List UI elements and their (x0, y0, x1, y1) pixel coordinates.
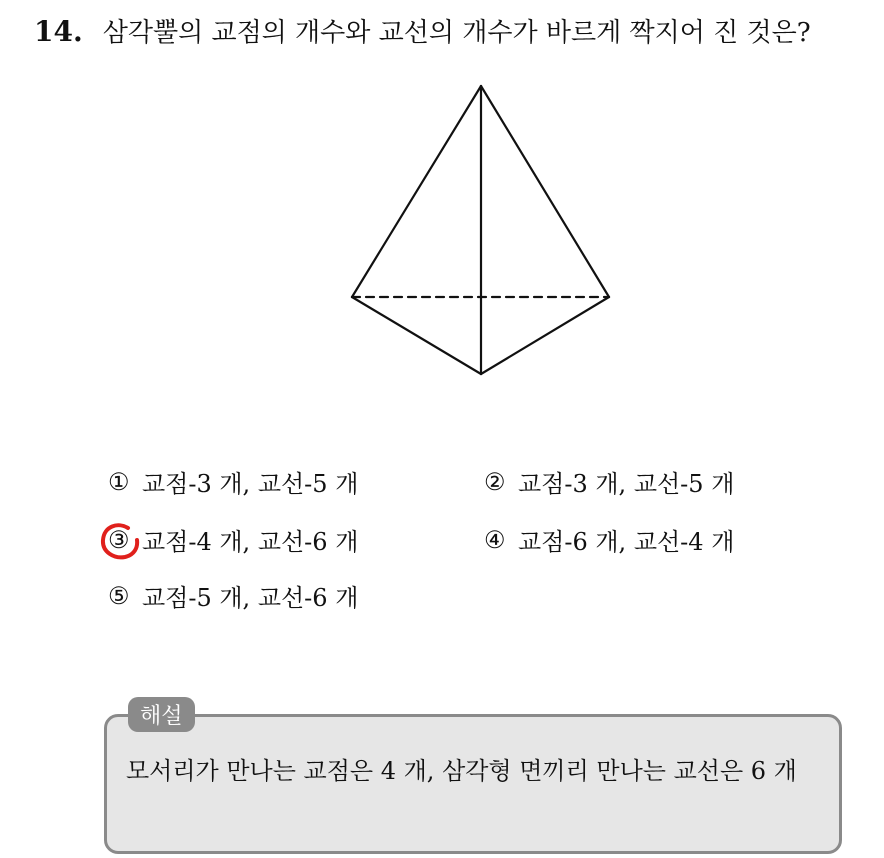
question-number: 14. (34, 15, 83, 48)
choice-5[interactable] (108, 578, 358, 613)
choice-1-text: 교점-3 개, 교선-5 개 (142, 470, 359, 498)
choice-2[interactable] (484, 464, 734, 499)
choice-3[interactable] (108, 522, 358, 557)
edge-right-front (481, 297, 609, 374)
choice-1[interactable] (108, 464, 358, 499)
choice-4-number: ④ (484, 525, 506, 554)
choice-3-number-wrap (108, 526, 142, 554)
choice-5-text: 교점-5 개, 교선-6 개 (142, 584, 359, 612)
edge-left-front (352, 297, 481, 374)
edge-apex-right (481, 86, 609, 297)
choice-1-number: ① (108, 467, 130, 496)
choice-4-text: 교점-6 개, 교선-4 개 (518, 528, 735, 556)
pyramid-figure (340, 78, 630, 388)
question (34, 12, 811, 49)
explanation-label: 해설 (128, 697, 195, 732)
choice-3-number: ③ (108, 525, 130, 554)
explanation-text: 모서리가 만나는 교점은 4 개, 삼각형 면끼리 만나는 교선은 6 개 (126, 757, 797, 785)
choice-2-text: 교점-3 개, 교선-5 개 (518, 470, 735, 498)
choice-2-number: ② (484, 467, 506, 496)
edge-apex-left (352, 86, 481, 297)
choice-5-number: ⑤ (108, 581, 130, 610)
question-text: 삼각뿔의 교점의 개수와 교선의 개수가 바르게 짝지어 진 것은? (102, 18, 811, 48)
choice-3-text: 교점-4 개, 교선-6 개 (142, 528, 359, 556)
choice-4[interactable] (484, 522, 734, 557)
